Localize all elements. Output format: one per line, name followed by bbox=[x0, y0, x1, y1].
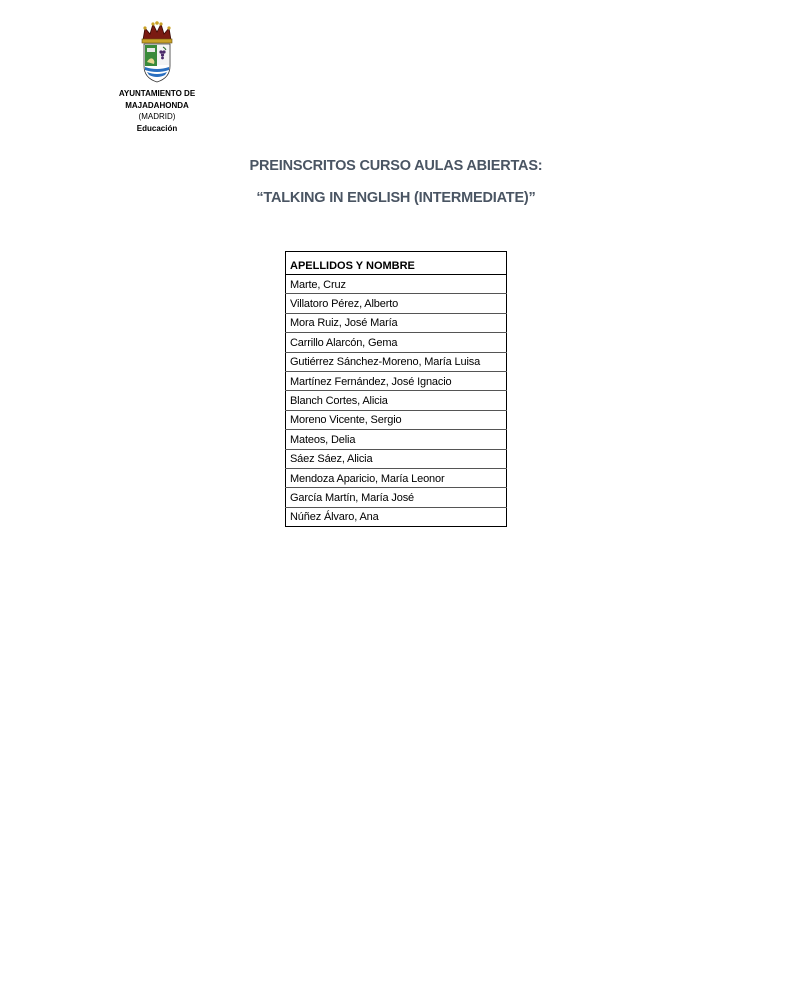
table-header-row bbox=[286, 252, 507, 275]
registrant-name: Martínez Fernández, José Ignacio bbox=[286, 371, 507, 390]
table-row bbox=[286, 488, 507, 507]
registrant-name: Blanch Cortes, Alicia bbox=[286, 391, 507, 410]
table-row bbox=[286, 371, 507, 390]
document-title: PREINSCRITOS CURSO AULAS ABIERTAS: bbox=[249, 158, 543, 174]
letterhead bbox=[112, 20, 202, 134]
table-row bbox=[286, 294, 507, 313]
registrant-name: García Martín, María José bbox=[286, 488, 507, 507]
table-row bbox=[286, 410, 507, 429]
preregistration-table bbox=[285, 251, 507, 527]
table-row bbox=[286, 391, 507, 410]
registrant-name: Moreno Vicente, Sergio bbox=[286, 410, 507, 429]
registrant-name: Carrillo Alarcón, Gema bbox=[286, 333, 507, 352]
table-row bbox=[286, 507, 507, 526]
registrant-name: Villatoro Pérez, Alberto bbox=[286, 294, 507, 313]
org-location: (MADRID) bbox=[138, 112, 176, 121]
registrant-name: Gutiérrez Sánchez-Moreno, María Luisa bbox=[286, 352, 507, 371]
registrant-name: Mateos, Delia bbox=[286, 430, 507, 449]
registrant-name: Mora Ruiz, José María bbox=[286, 313, 507, 332]
org-name-line-1: AYUNTAMIENTO DE bbox=[118, 89, 196, 98]
column-header-name: APELLIDOS Y NOMBRE bbox=[286, 252, 507, 275]
table-row bbox=[286, 468, 507, 487]
registrant-name: Sáez Sáez, Alicia bbox=[286, 449, 507, 468]
table-row bbox=[286, 449, 507, 468]
municipal-coat-of-arms-icon bbox=[139, 20, 175, 84]
table-row bbox=[286, 430, 507, 449]
org-name-line-2: MAJADAHONDA bbox=[125, 100, 189, 110]
org-department: Educación bbox=[136, 123, 178, 133]
registrant-name: Marte, Cruz bbox=[286, 275, 507, 294]
table-row bbox=[286, 333, 507, 352]
table-row bbox=[286, 275, 507, 294]
table-row bbox=[286, 313, 507, 332]
registrant-name: Mendoza Aparicio, María Leonor bbox=[286, 468, 507, 487]
course-name: “TALKING IN ENGLISH (INTERMEDIATE)” bbox=[256, 190, 536, 206]
table-row bbox=[286, 352, 507, 371]
registrant-name: Núñez Álvaro, Ana bbox=[290, 511, 379, 524]
